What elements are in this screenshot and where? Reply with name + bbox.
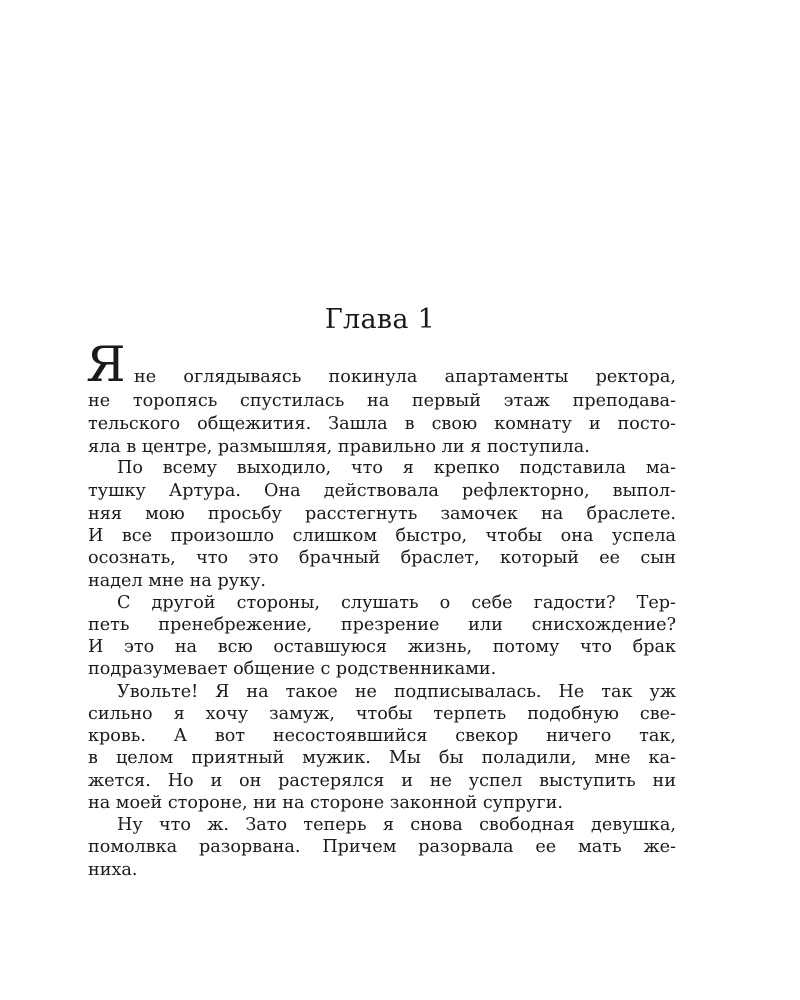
text-line: жется. Но и он растерялся и не успел выступить ни xyxy=(88,771,676,791)
text-line: ниха. xyxy=(88,860,138,880)
text-line: По всему выходило, что я крепко подставила ма- xyxy=(117,458,676,478)
text-line: сильно я хочу замуж, чтобы терпеть подобную све- xyxy=(88,704,676,724)
text-line: яла в центре, размышляя, правильно ли я поступила. xyxy=(88,437,590,457)
text-line: не оглядываясь покинула апартаменты ректора, xyxy=(134,367,676,387)
text-line: надел мне на руку. xyxy=(88,571,267,591)
text-line: Ну что ж. Зато теперь я снова свободная девушка, xyxy=(117,815,676,835)
chapter-title: Глава 1 xyxy=(324,304,436,335)
text-line: не торопясь спустилась на первый этаж преподава- xyxy=(88,391,676,411)
text-line: Увольте! Я на такое не подписывалась. Не так уж xyxy=(117,682,676,702)
text-line: в целом приятный мужик. Мы бы поладили, мне ка- xyxy=(88,748,676,768)
text-line: тушку Артура. Она действовала рефлекторно, выпол- xyxy=(88,481,676,501)
text-line: И это на всю оставшуюся жизнь, потому что брак xyxy=(88,637,676,657)
text-line: осознать, что это брачный браслет, который ее сын xyxy=(88,548,676,568)
text-line: подразумевает общение с родственниками. xyxy=(88,659,497,679)
text-line: кровь. А вот несостоявшийся свекор ничего так, xyxy=(88,726,676,746)
text-line: на моей стороне, ни на стороне законной супруги. xyxy=(88,793,563,813)
text-line: С другой стороны, слушать о себе гадости? Тер- xyxy=(117,593,676,613)
text-line: петь пренебрежение, презрение или снисхождение? xyxy=(88,615,676,635)
text-line: тельского общежития. Зашла в свою комнату и посто- xyxy=(88,414,676,434)
text-line: помолвка разорвана. Причем разорвала ее мать же- xyxy=(88,837,676,857)
text-line: няя мою просьбу расстегнуть замочек на браслете. xyxy=(88,504,676,524)
drop-cap: Я xyxy=(86,336,126,393)
text-line: И все произошло слишком быстро, чтобы она успела xyxy=(88,526,676,546)
